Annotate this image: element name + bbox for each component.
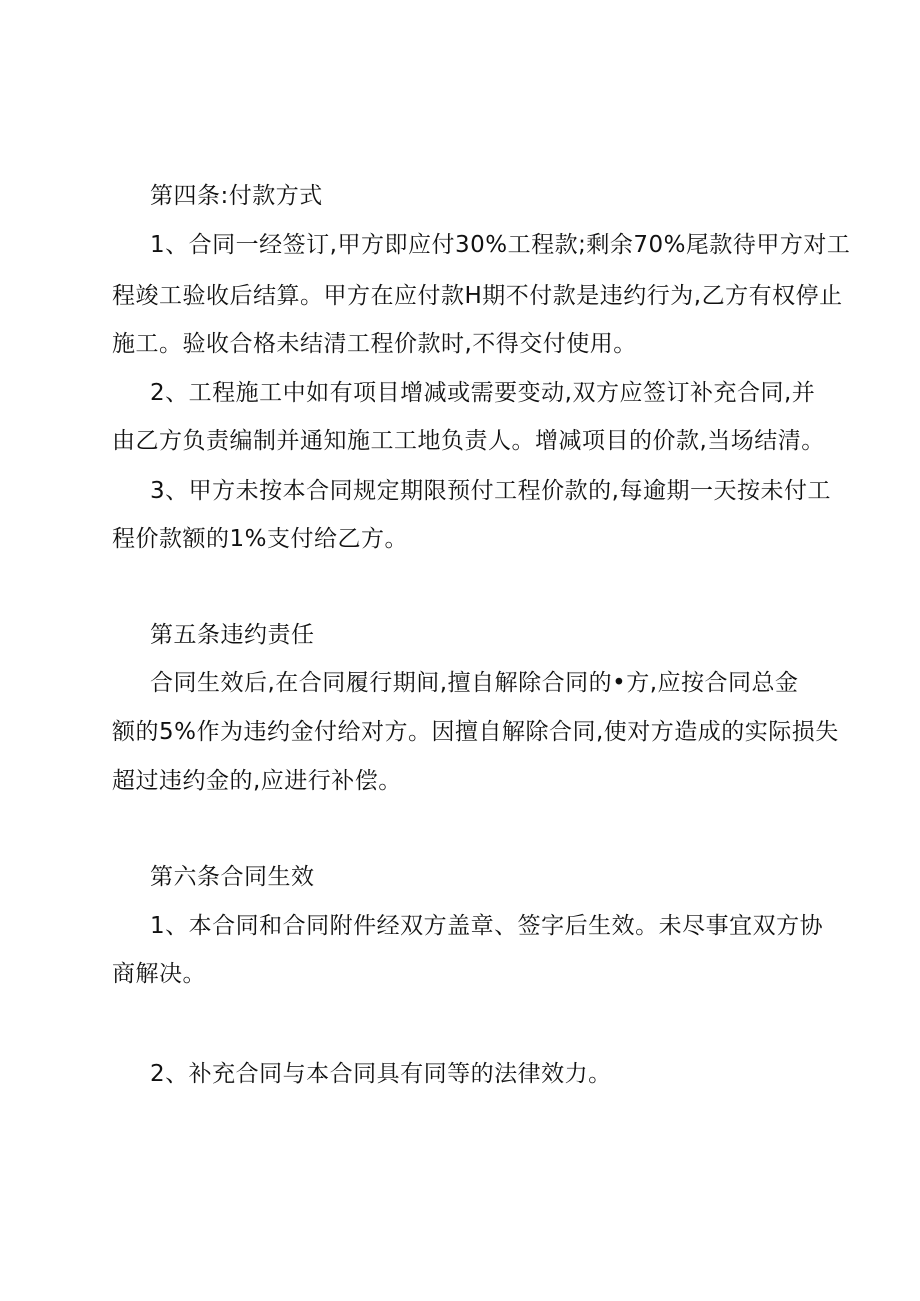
section4-item3-line2: 程价款额的1%支付给乙方。 [112, 526, 408, 552]
section4-heading: 第四条:付款方式 [150, 183, 323, 209]
section5-para-line1: 合同生效后,在合同履行期间,擅自解除合同的•方,应按合同总金 [150, 670, 799, 696]
section4-item2-line2: 由乙方负责编制并通知施工工地负责人。增减项目的价款,当场结清。 [112, 428, 825, 454]
section4-item1-line1: 1、合同一经签订,甲方即应付30%工程款;剩余70%尾款待甲方对工 [150, 232, 851, 258]
section4-item1-line3: 施工。验收合格未结清工程价款时,不得交付使用。 [112, 331, 637, 357]
section6-item2-line1: 2、补充合同与本合同具有同等的法律效力。 [150, 1061, 612, 1087]
section6-item1-line1: 1、本合同和合同附件经双方盖章、签字后生效。未尽事宜双方协 [150, 913, 824, 939]
section6-heading: 第六条合同生效 [150, 864, 315, 890]
section4-item2-line1: 2、工程施工中如有项目增减或需要变动,双方应签订补充合同,并 [150, 380, 816, 406]
section5-para-line2: 额的5%作为违约金付给对方。因擅自解除合同,使对方造成的实际损失 [112, 719, 839, 745]
section6-item1-line2: 商解决。 [112, 961, 206, 987]
section4-item3-line1: 3、甲方未按本合同规定期限预付工程价款的,每逾期一天按未付工 [150, 478, 831, 504]
section5-para-line3: 超过违约金的,应进行补偿。 [112, 768, 402, 794]
section4-item1-line2: 程竣工验收后结算。甲方在应付款H期不付款是违约行为,乙方有权停止 [112, 283, 843, 309]
section5-heading: 第五条违约责任 [150, 622, 315, 648]
